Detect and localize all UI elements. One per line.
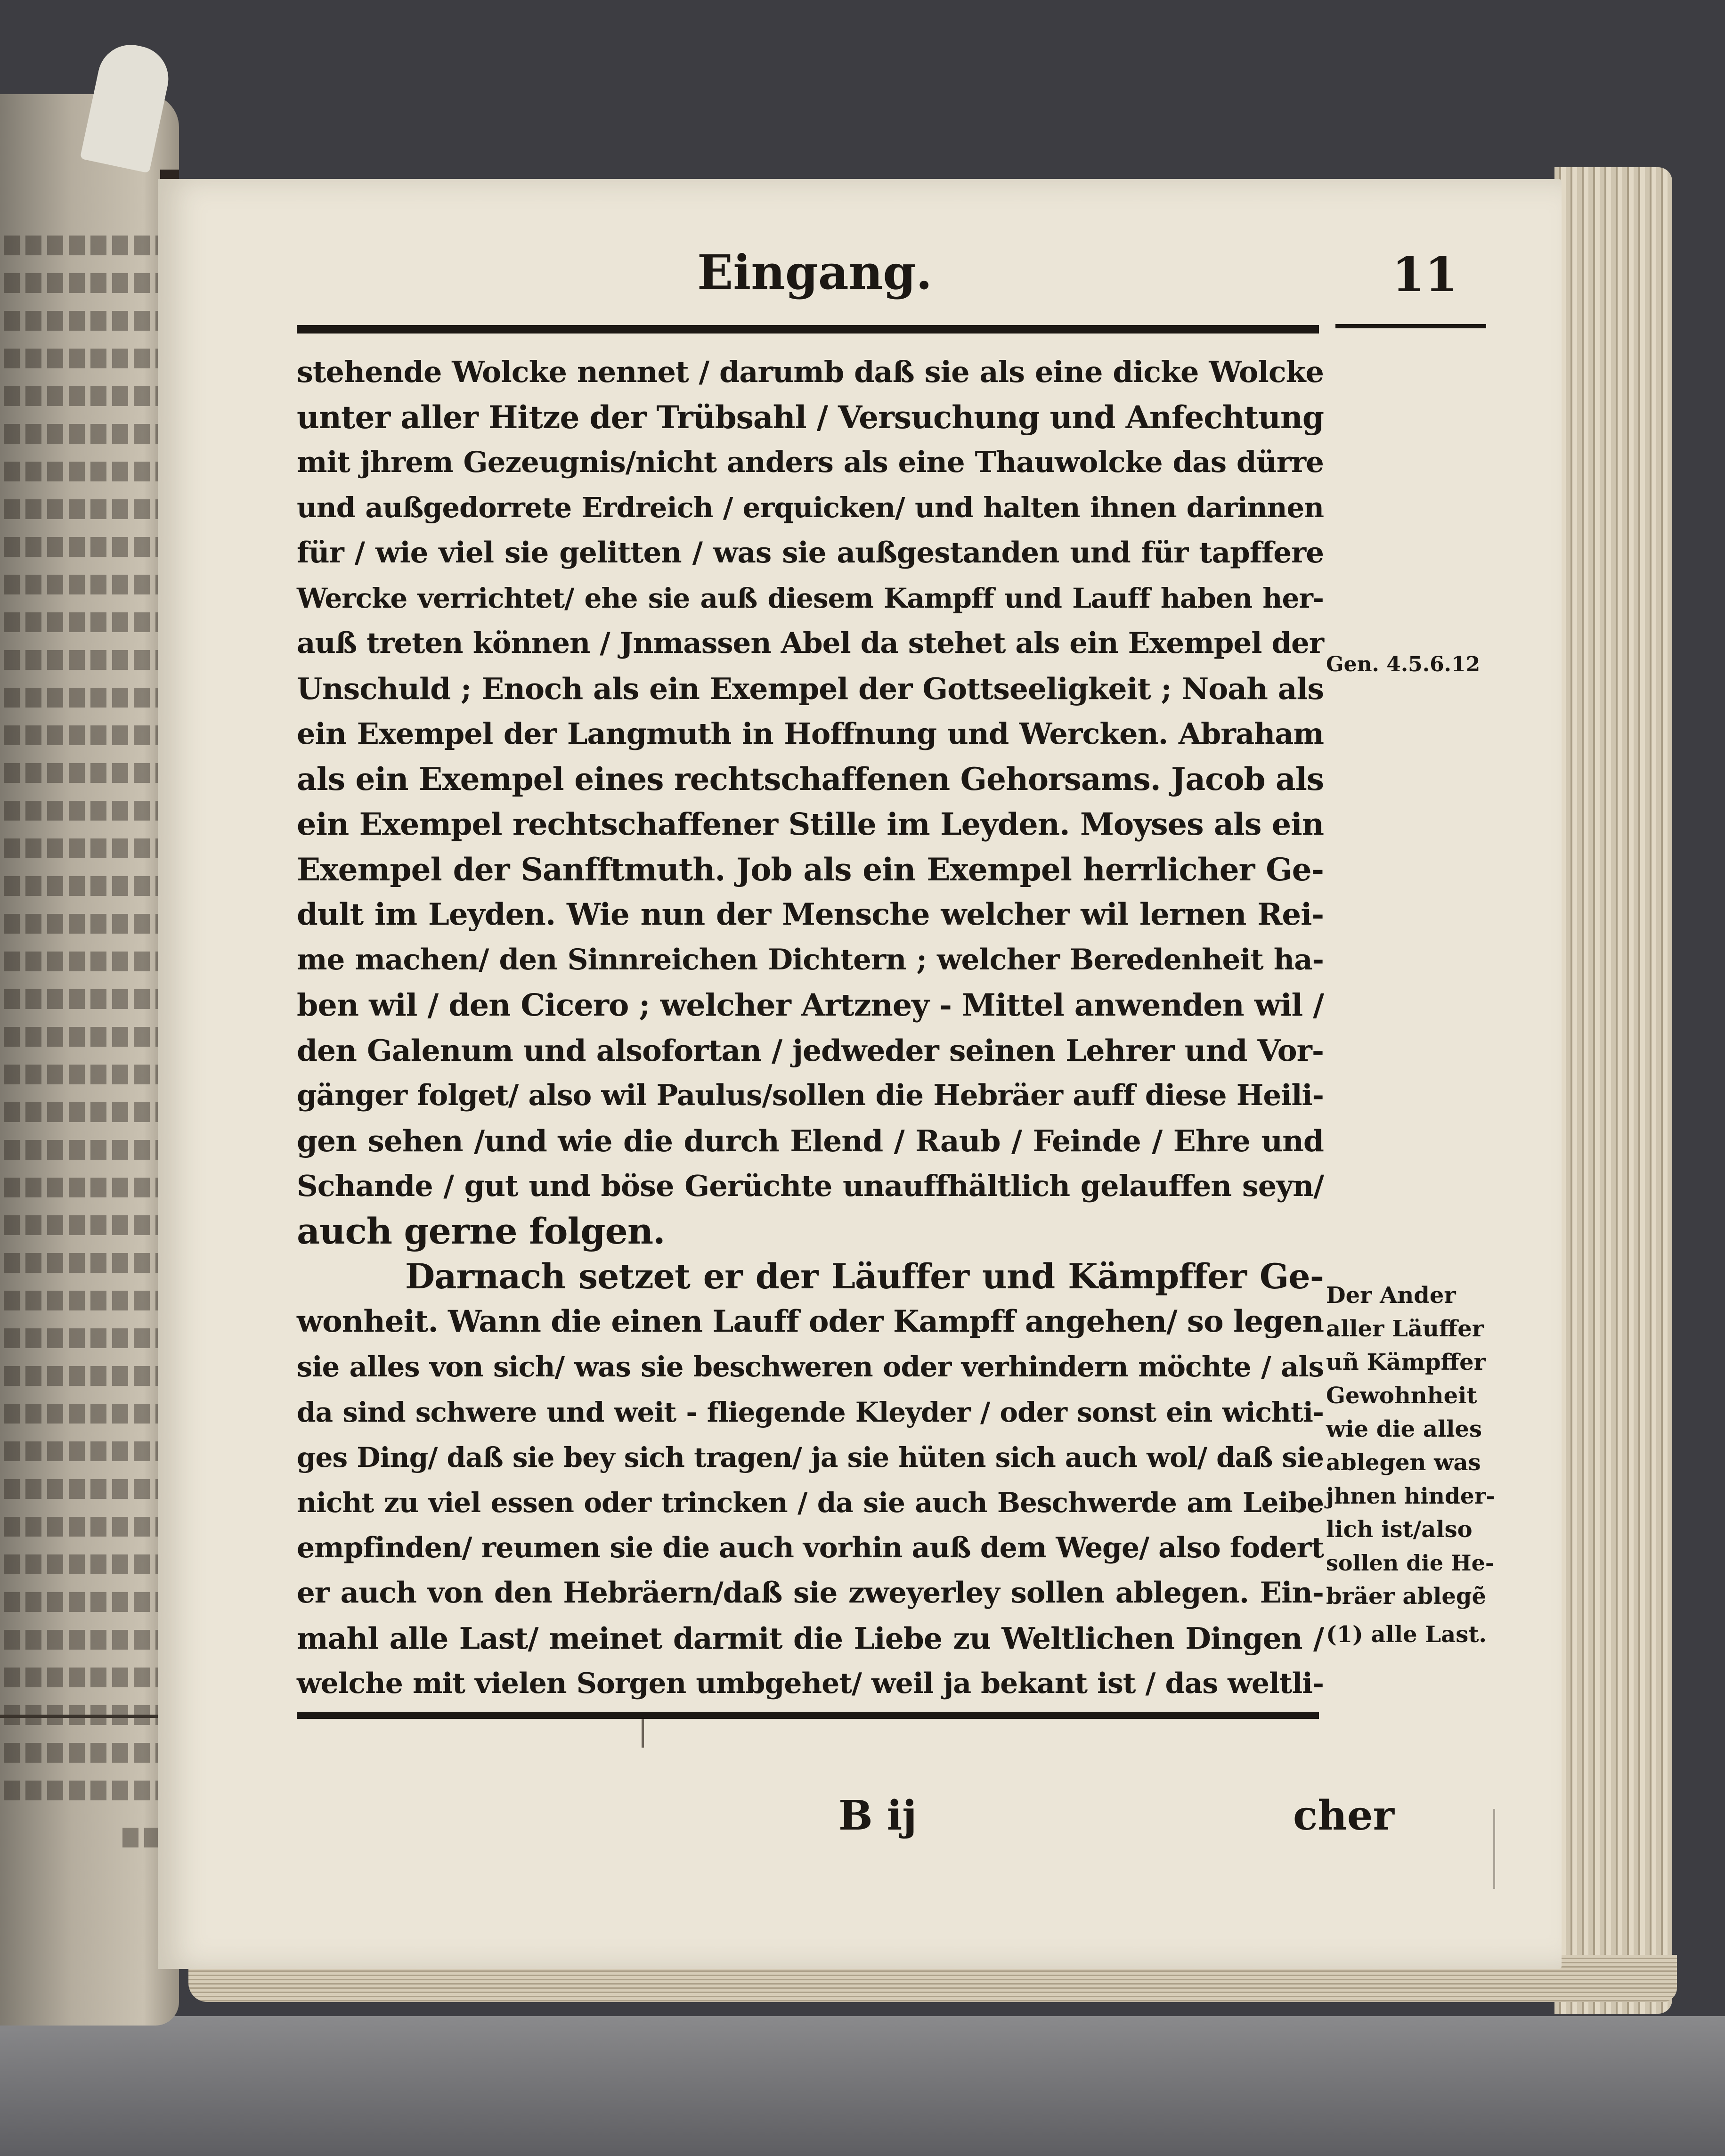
text-line: ben wil / den Cicero ; welcher Artzney - Mittel anwenden wil / (297, 987, 1324, 1023)
text-line: er auch von den Hebräern/daß sie zweyerley sollen ablegen. Ein- (297, 1576, 1324, 1610)
text-line: sie alles von sich/ was sie beschweren oder verhindern möchte / als (297, 1351, 1324, 1383)
marginal-note-line: Gewohnheit (1326, 1383, 1477, 1409)
margin-header-rule (1335, 324, 1486, 328)
text-line: als ein Exempel eines rechtschaffenen Gehorsams. Jacob als (297, 761, 1324, 797)
text-line: ein Exempel rechtschaffener Stille im Leyden. Moyses als ein (297, 806, 1324, 842)
text-line: und außgedorrete Erdreich / erquicken/ und halten ihnen darinnen (297, 491, 1324, 524)
marginal-note-line: wie die alles (1326, 1416, 1482, 1442)
marginal-note-line: ablegen was (1326, 1449, 1481, 1476)
marginal-note-line: sollen die He- (1326, 1550, 1494, 1576)
marginal-note-line: lich ist/also (1326, 1516, 1473, 1543)
text-line: empfinden/ reumen sie die auch vorhin auß dem Wege/ also fodert (297, 1531, 1324, 1564)
text-line: gen sehen /und wie die durch Elend / Raub / Feinde / Ehre und (297, 1123, 1324, 1158)
text-line: auß treten können / Jnmassen Abel da stehet als ein Exempel der (297, 626, 1324, 660)
text-line: wonheit. Wann die einen Lauff oder Kampff angehen/ so legen (297, 1304, 1324, 1339)
text-line: nicht zu viel essen oder trincken / da sie auch Beschwerde am Leibe (297, 1487, 1324, 1519)
marginal-note-line: uñ Kämpffer (1326, 1349, 1486, 1375)
text-line: mit jhrem Gezeugnis/nicht anders als eine Thauwolcke das dürre (297, 446, 1324, 479)
text-line: gänger folget/ also wil Paulus/sollen die Hebräer auff diese Heili- (297, 1079, 1324, 1112)
running-head: Eingang. (697, 244, 933, 300)
text-line: Unschuld ; Enoch als ein Exempel der Gottseeligkeit ; Noah als (297, 671, 1324, 706)
text-line: welche mit vielen Sorgen umbgehet/ weil ja bekant ist / das weltli- (297, 1667, 1324, 1700)
text-line: Wercke verrichtet/ ehe sie auß diesem Kampff und Lauff haben her- (297, 582, 1324, 614)
signature-mark: B ij (838, 1792, 917, 1839)
ink-mark (642, 1719, 644, 1748)
text-line: auch gerne folgen. (297, 1210, 665, 1252)
text-line: unter aller Hitze der Trübsahl / Versuchung und Anfechtung (297, 399, 1324, 436)
marginal-reference: Gen. 4.5.6.12 (1326, 652, 1481, 676)
text-line: ges Ding/ daß sie bey sich tragen/ ja sie hüten sich auch wol/ daß sie (297, 1441, 1324, 1473)
text-line: Darnach setzet er der Läuffer und Kämpffer Ge- (405, 1256, 1324, 1297)
marginal-note-line: Der Ander (1326, 1282, 1456, 1309)
text-line: stehende Wolcke nennet / darumb daß sie als eine dicke Wolcke (297, 355, 1324, 389)
text-line: den Galenum und alsofortan / jedweder seinen Lehrer und Vor- (297, 1033, 1324, 1068)
footer-rule (297, 1712, 1319, 1719)
text-line: für / wie viel sie gelitten / was sie außgestanden und für tapffere (297, 536, 1324, 570)
marginal-note-line: (1) alle Last. (1326, 1621, 1487, 1648)
text-line: Exempel der Sanfftmuth. Job als ein Exempel herrlicher Ge- (297, 851, 1324, 888)
header-rule (297, 325, 1319, 334)
marginal-note-line: bräer ablegẽ (1326, 1583, 1487, 1610)
text-line: ein Exempel der Langmuth in Hoffnung und Wercken. Abraham (297, 716, 1324, 751)
text-line: dult im Leyden. Wie nun der Mensche welcher wil lernen Rei- (297, 897, 1324, 932)
ink-mark (1493, 1809, 1495, 1889)
catchword: cher (1293, 1792, 1394, 1839)
text-line: mahl alle Last/ meinet darmit die Liebe zu Weltlichen Dingen / (297, 1621, 1324, 1656)
page-number: 11 (1392, 247, 1458, 302)
marginal-note-line: aller Läuffer (1326, 1316, 1484, 1342)
text-line: me machen/ den Sinnreichen Dichtern ; welcher Beredenheit ha- (297, 943, 1324, 976)
text-line: Schande / gut und böse Gerüchte unauffhältlich gelauffen seyn/ (297, 1169, 1324, 1203)
text-line: da sind schwere und weit - fliegende Kleyder / oder sonst ein wichti- (297, 1396, 1324, 1428)
marginal-note-line: jhnen hinder- (1326, 1483, 1496, 1509)
